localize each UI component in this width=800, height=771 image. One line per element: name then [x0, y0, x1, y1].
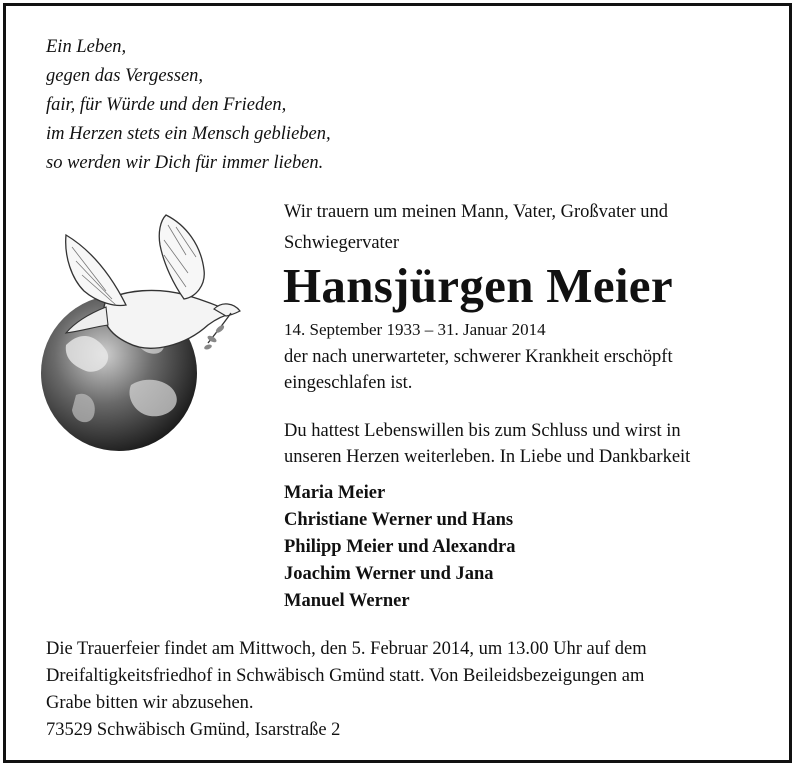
- farewell-text: [284, 418, 690, 470]
- mourners-list: [284, 480, 515, 615]
- mourner-name: Manuel Werner: [284, 591, 410, 611]
- intro-line: Schwiegervater: [284, 233, 400, 253]
- address-line: 73529 Schwäbisch Gmünd, Isarstraße 2: [46, 720, 341, 740]
- mourner-name: Philipp Meier und Alexandra: [284, 537, 516, 557]
- life-dates: 14. September 1933 – 31. Januar 2014: [284, 320, 546, 339]
- announcement-intro: [284, 197, 668, 259]
- intro-line: Wir trauern um meinen Mann, Vater, Großvater und: [284, 202, 668, 222]
- footer-line: Die Trauerfeier findet am Mittwoch, den 5. Februar 2014, um 13.00 Uhr auf dem: [46, 639, 647, 659]
- poem-line: so werden wir Dich für immer lieben.: [46, 153, 324, 173]
- farewell-line: unseren Herzen weiterleben. In Liebe und Dankbarkeit: [284, 447, 691, 467]
- dove-over-globe-icon: [36, 195, 258, 453]
- footer-line: Dreifaltigkeitsfriedhof in Schwäbisch Gmünd statt. Von Beileidsbezeigungen am: [46, 666, 645, 686]
- memorial-poem: [46, 33, 331, 178]
- poem-line: gegen das Vergessen,: [46, 66, 204, 86]
- mourner-name: Joachim Werner und Jana: [284, 564, 494, 584]
- dove-wing: [159, 215, 204, 299]
- poem-line: fair, für Würde und den Frieden,: [46, 95, 287, 115]
- mourner-name: Christiane Werner und Hans: [284, 510, 514, 530]
- footer-line: Grabe bitten wir abzusehen.: [46, 693, 254, 713]
- mourner-name: Maria Meier: [284, 483, 386, 503]
- illness-line: der nach unerwarteter, schwerer Krankheit erschöpft: [284, 347, 673, 367]
- poem-line: im Herzen stets ein Mensch geblieben,: [46, 124, 331, 144]
- farewell-line: Du hattest Lebenswillen bis zum Schluss und wirst in: [284, 421, 681, 441]
- funeral-details: [46, 636, 647, 744]
- poem-line: Ein Leben,: [46, 37, 127, 57]
- illness-line: eingeschlafen ist.: [284, 373, 413, 393]
- illness-text: [284, 344, 673, 396]
- deceased-name: Hansjürgen Meier: [283, 258, 673, 313]
